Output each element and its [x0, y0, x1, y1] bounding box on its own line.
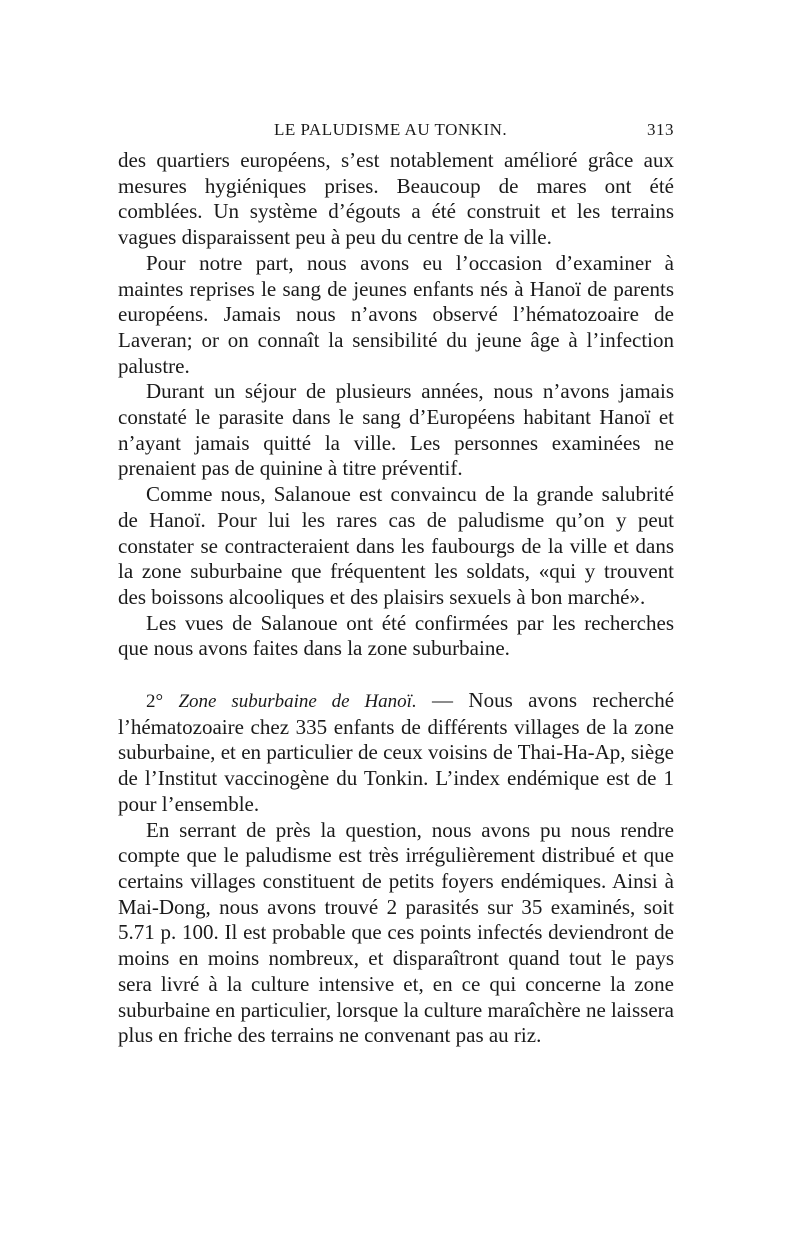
section-spacer	[118, 662, 674, 688]
paragraph-4: Comme nous, Salanoue est convaincu de la grande salubrité de Hanoï. Pour lui les rares cas de paludisme qu’on y peut constater se contracteraient dans les faubourgs de la ville et dans la zone suburbaine que fréquentent les soldats, «qui y trouvent des boissons alcooliques et des plaisirs sexuels à bon marché».	[118, 482, 674, 609]
book-page	[118, 118, 674, 1049]
section-2-paragraph-2: En serrant de près la question, nous avons pu nous rendre compte que le paludisme est très irrégulièrement distribué et que certains villages constituent de petits foyers endémiques. Ainsi à Mai-Dong, nous avons trouvé 2 parasités sur 35 examinés, soit 5.71 p. 100. Il est probable que ces points infectés deviendront de moins en moins nombreux, et disparaîtront quand tout le pays sera livré à la culture intensive et, en ce qui concerne la zone suburbaine en particulier, lorsque la culture maraîchère ne laissera plus en friche des terrains ne convenant pas au riz.	[118, 817, 674, 1048]
paragraph-3: Durant un séjour de plusieurs années, nous n’avons jamais constaté le parasite dans le sang d’Européens habitant Hanoï et n’ayant jamais quitté la ville. Les personnes examinées ne prenaient pas de quinine à titre préventif.	[118, 379, 674, 481]
paragraph-1: des quartiers européens, s’est notablement amélioré grâce aux mesures hygiéniques prises. Beaucoup de mares ont été comblées. Un système d’égouts a été construit et les terrains vagues disparaissent peu à peu du centre de la ville.	[118, 148, 674, 250]
section-lead-text: — Nous avons recherché l’hématozoaire chez 335 enfants de différents villages de la zone suburbaine, et en particulier de ceux voisins de Thai-Ha-Ap, siège de l’Institut vaccinogène du Tonkin. L’index endémique est de 1 pour l’ensemble.	[118, 688, 675, 816]
section-2-paragraph-1	[118, 688, 674, 818]
running-title: LE PALUDISME AU TONKIN.	[274, 120, 508, 139]
section-title: Zone suburbaine de Hanoï.	[178, 691, 417, 713]
page-number: 313	[647, 120, 674, 139]
section-number: 2°	[146, 691, 164, 713]
body-text	[118, 148, 674, 1049]
paragraph-2: Pour notre part, nous avons eu l’occasion d’examiner à maintes reprises le sang de jeunes enfants nés à Hanoï de parents européens. Jamais nous n’avons observé l’hématozoaire de Laveran; or on connaît la sensibilité du jeune âge à l’infection palustre.	[118, 250, 674, 378]
paragraph-5: Les vues de Salanoue ont été confirmées par les recherches que nous avons faites dans la zone suburbaine.	[118, 610, 674, 661]
running-header	[118, 118, 674, 146]
